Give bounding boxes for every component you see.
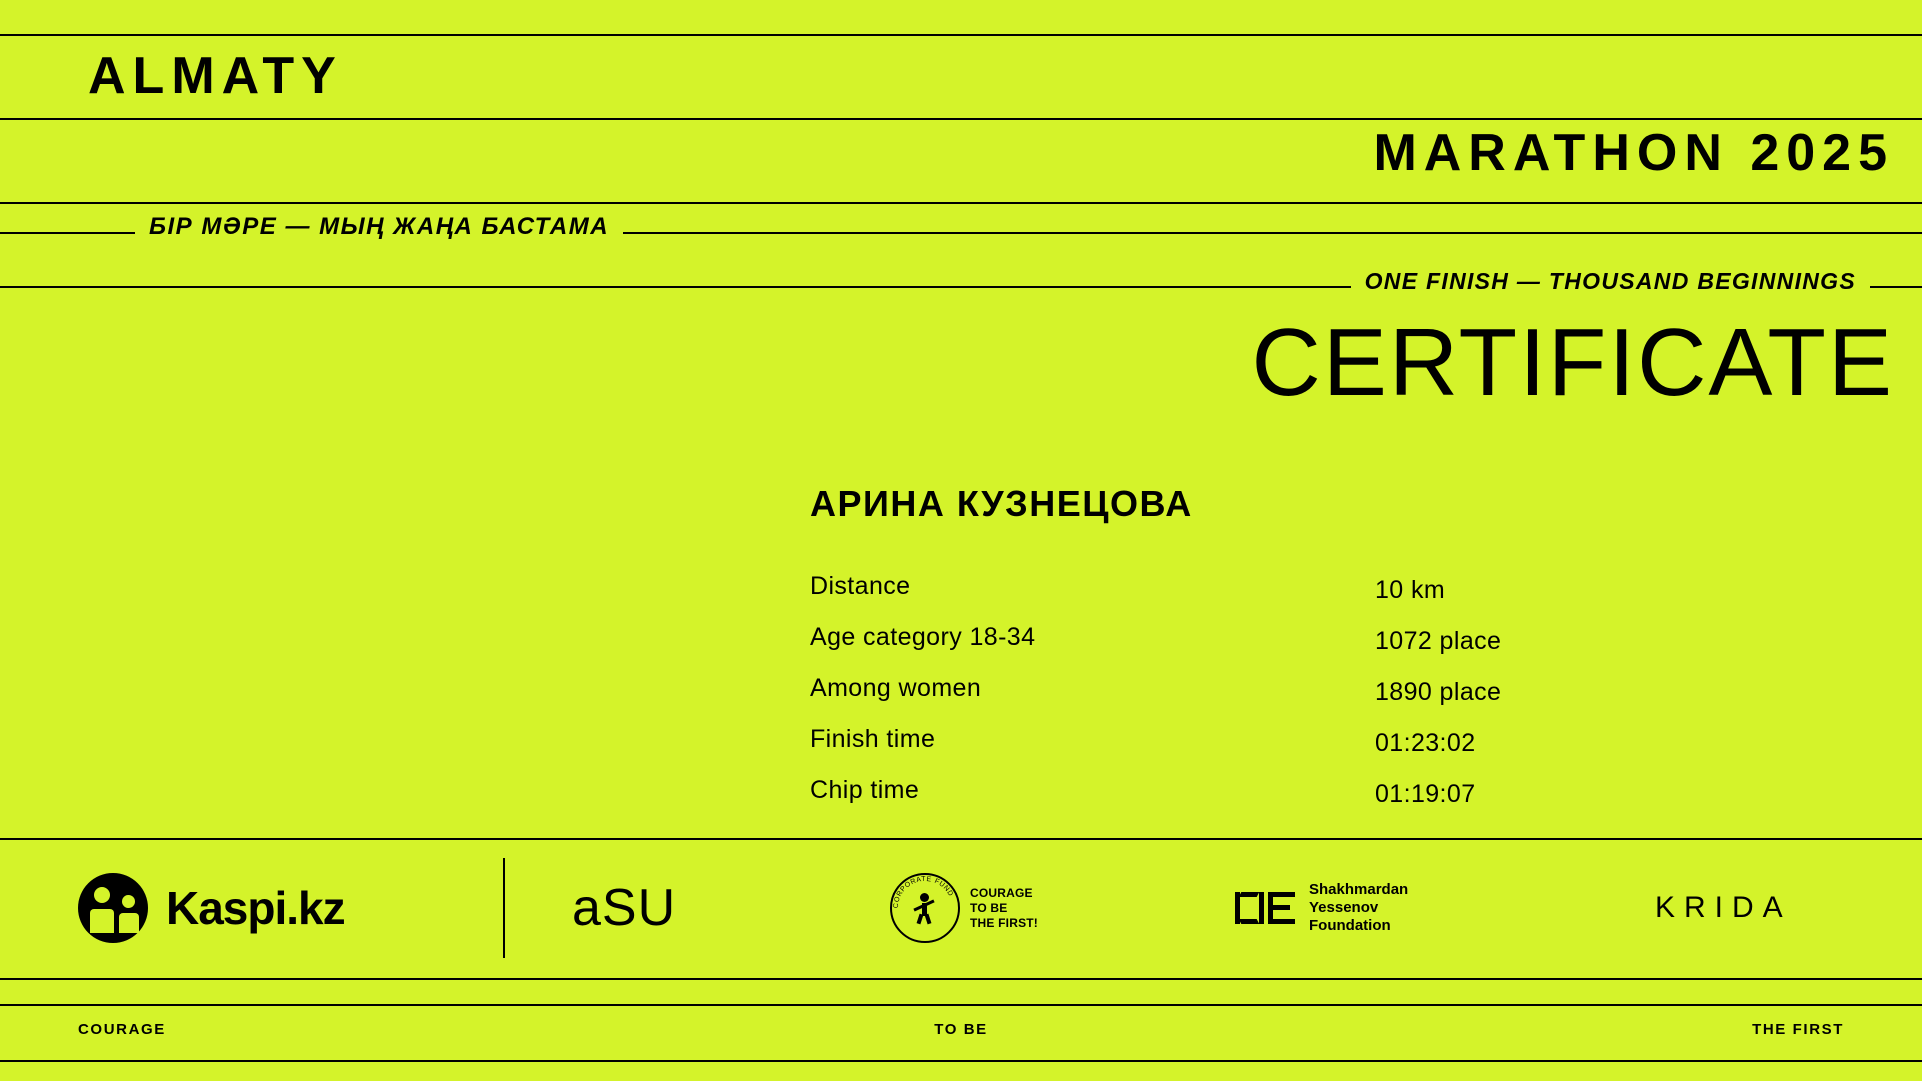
asu-label: aSU [572,879,677,937]
footer-right-text: THE FIRST [1752,1021,1844,1038]
sponsor-bar [0,838,1922,978]
result-label: Among women [810,674,982,702]
sponsor-corporate-fund [890,838,1038,978]
result-label: Age category 18-34 [810,623,1036,651]
divider-line-footer-top [0,1004,1922,1006]
yessenov-line-3: Foundation [1309,917,1391,934]
corporate-fund-arc-label: CORPORATE FUND [892,875,955,909]
results-table [810,572,1870,827]
athlete-name: АРИНА КУЗНЕЦОВА [810,483,1193,524]
event-title: MARATHON 2025 [1373,124,1894,182]
city-title: ALMATY [88,47,343,105]
result-row [810,623,1870,674]
result-label: Distance [810,572,911,600]
fund-line-2: TO BE [970,900,1008,915]
result-row [810,776,1870,827]
sponsor-kaspi [78,838,345,978]
divider-line-sponsor-bottom [0,978,1922,980]
corporate-fund-words [970,886,1038,931]
result-value: 1890 place [1375,678,1502,706]
result-row [810,572,1870,623]
result-label: Finish time [810,725,936,753]
sponsor-krida [1655,838,1792,978]
yessenov-words [1309,881,1408,935]
sponsor-yessenov-foundation [1235,838,1408,978]
result-value: 10 km [1375,576,1446,604]
result-row [810,674,1870,725]
corporate-fund-icon [890,873,960,943]
fund-line-1: COURAGE [970,885,1033,900]
yessenov-logo-icon [1235,888,1297,928]
result-row [810,725,1870,776]
page-title: CERTIFICATE [1251,309,1894,416]
result-value: 01:19:07 [1375,780,1476,808]
corporate-fund-arc-text [890,872,960,942]
fund-line-3: THE FIRST! [970,915,1038,930]
result-value: 01:23:02 [1375,729,1476,757]
result-label: Chip time [810,776,920,804]
slogan-kazakh: БІР МӘРЕ — МЫҢ ЖАҢА БАСТАМА [135,212,623,242]
footer-left-text: COURAGE [78,1021,166,1038]
divider-line-1 [0,34,1922,36]
divider-line-2 [0,118,1922,120]
divider-line-3 [0,202,1922,204]
result-value: 1072 place [1375,627,1502,655]
yessenov-line-1: Shakhmardan [1309,881,1409,898]
krida-label: KRIDA [1655,891,1792,924]
yessenov-line-2: Yessenov [1309,899,1379,916]
footer-center-text: TO BE [934,1021,988,1038]
svg-text:CORPORATE FUND [893,876,954,909]
kaspi-label: Kaspi.kz [166,882,345,934]
divider-line-footer-bottom [0,1060,1922,1062]
slogan-english: ONE FINISH — THOUSAND BEGINNINGS [1351,266,1870,296]
sponsor-asu [572,838,676,978]
kaspi-logo-icon [78,873,148,943]
